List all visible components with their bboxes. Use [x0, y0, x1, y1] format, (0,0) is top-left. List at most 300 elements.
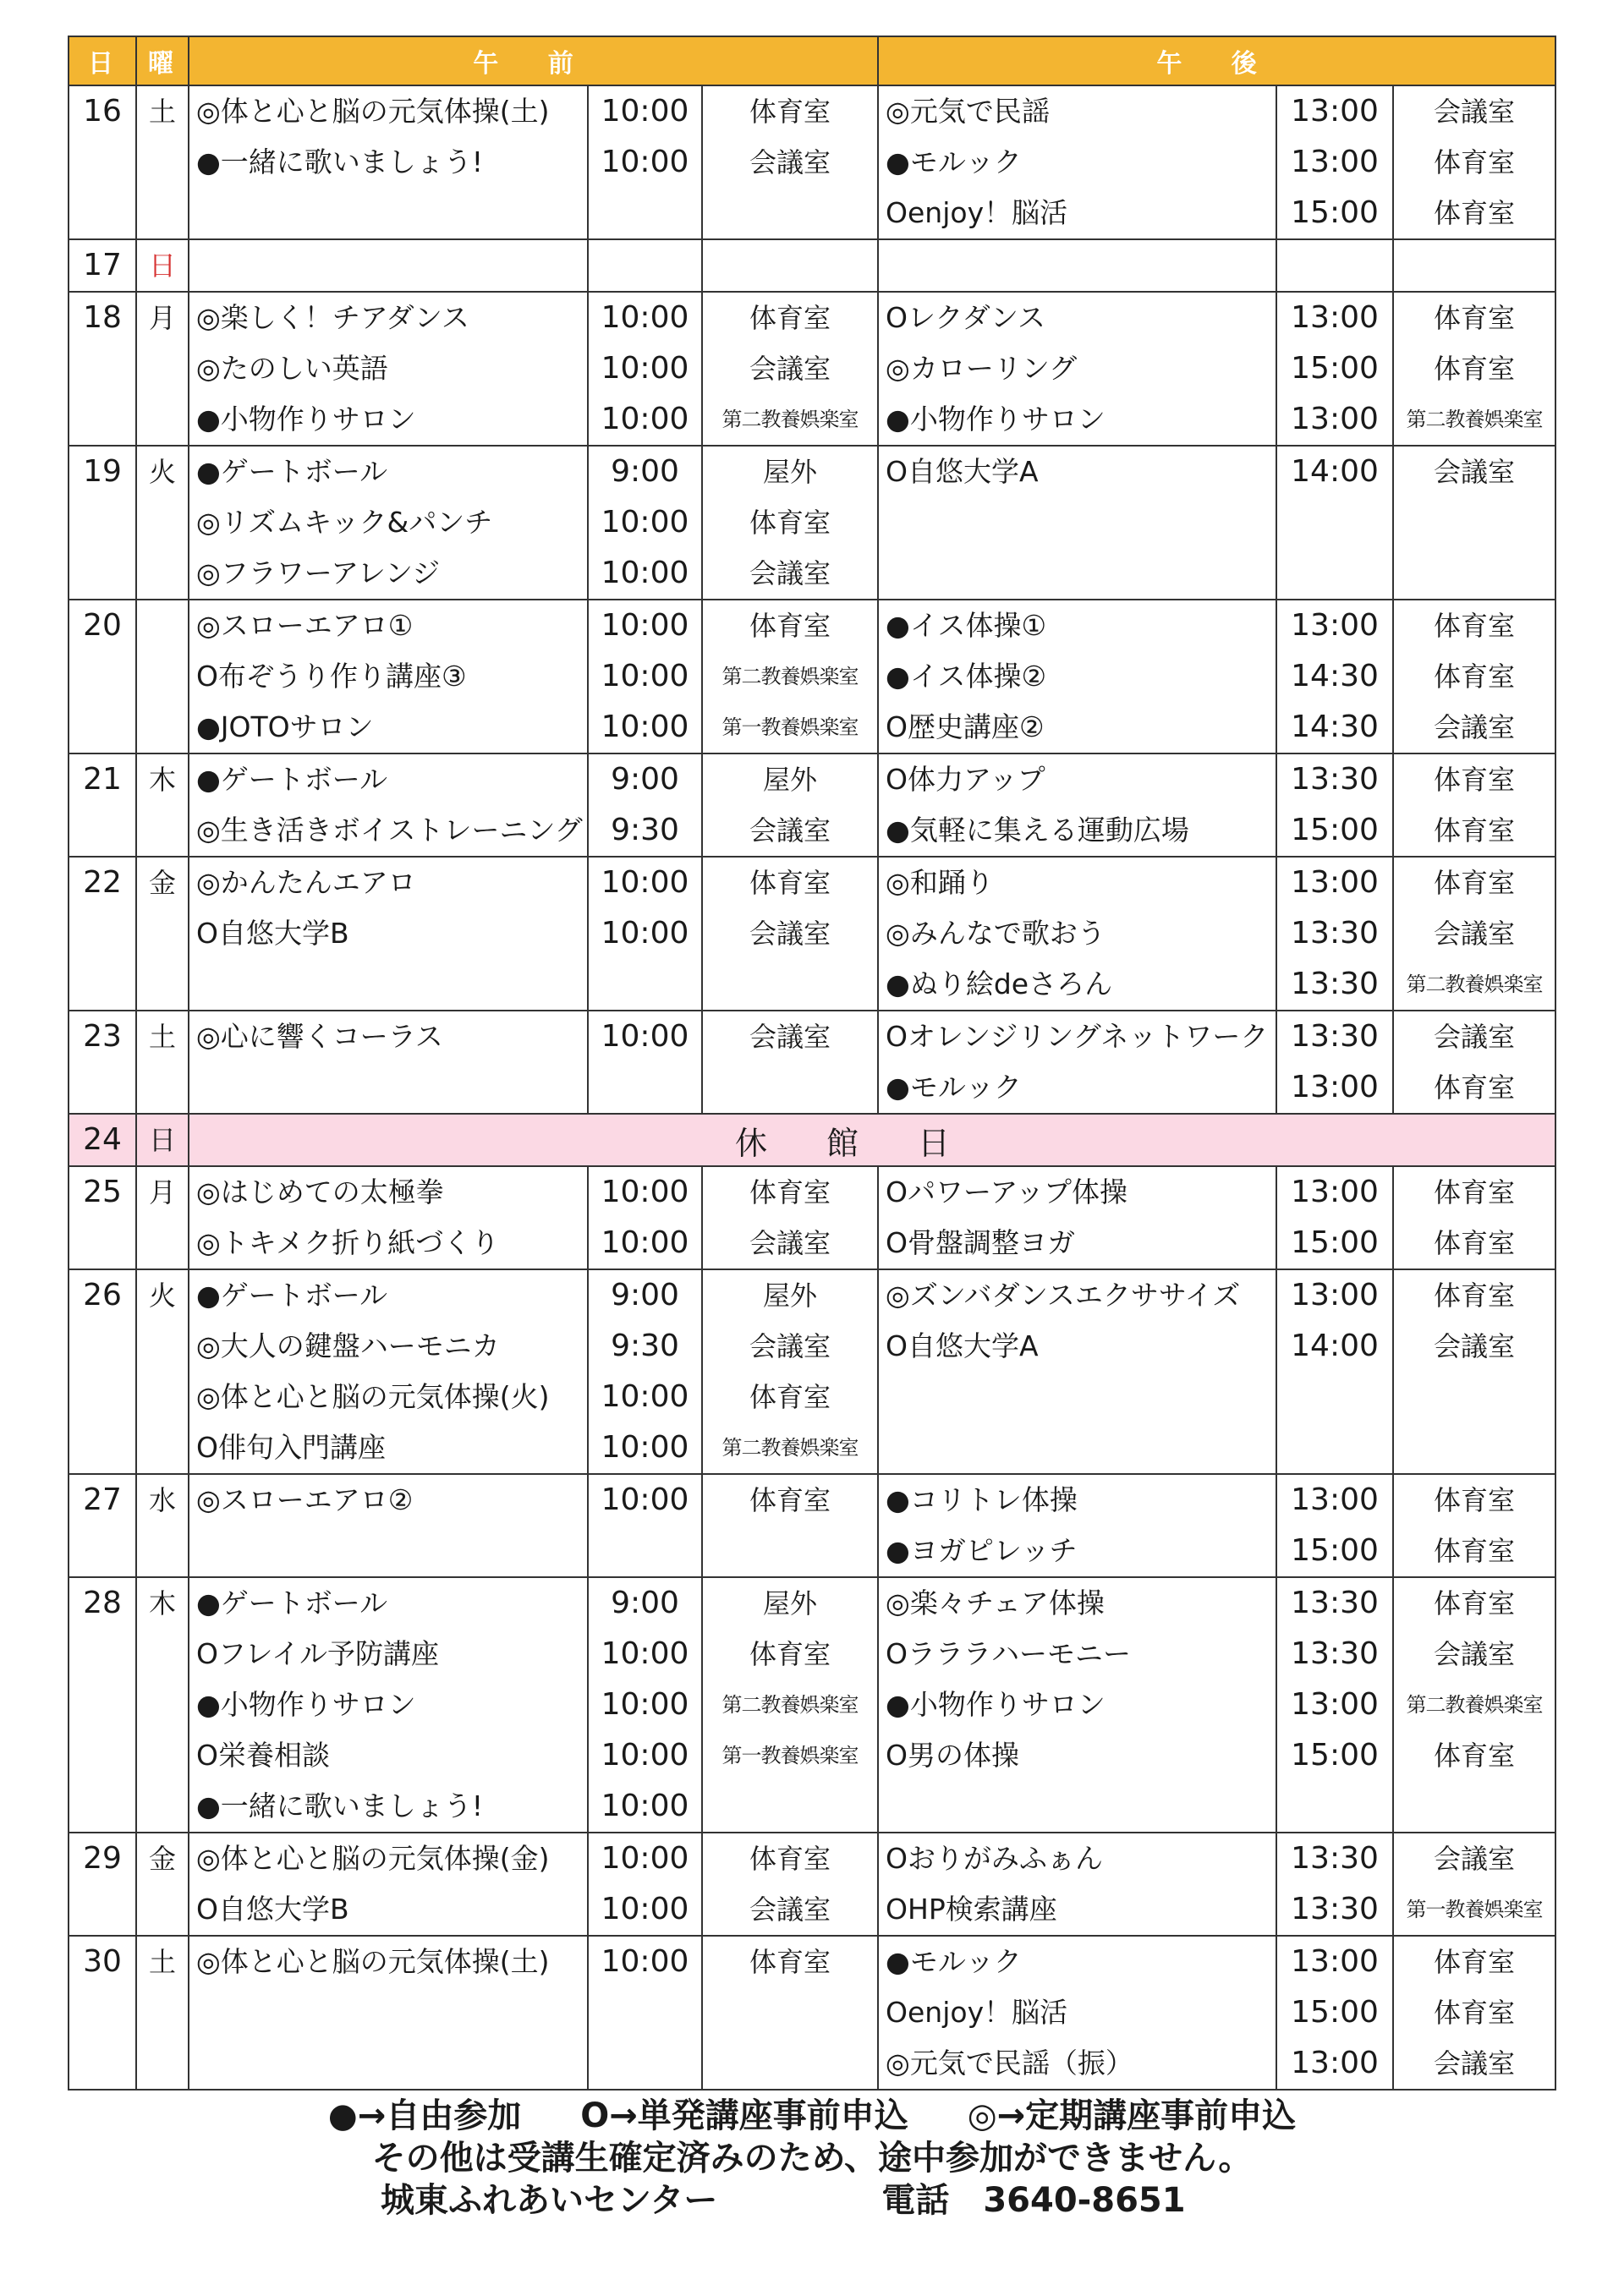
pm-room	[1393, 292, 1555, 446]
pm-class-name	[878, 1011, 1276, 1114]
entry-text: 13:00	[1291, 94, 1379, 129]
entry-text: 金	[148, 1843, 176, 1875]
entry-text: 13:00	[1291, 865, 1379, 900]
entry-text: 会議室	[749, 1330, 831, 1362]
entry-text: 体育室	[749, 1638, 831, 1670]
am-start-time	[588, 1833, 702, 1936]
day-row	[69, 1577, 1555, 1833]
entry-text: Oレクダンス	[886, 301, 1046, 334]
am-room	[702, 753, 878, 857]
entry-text: ●ぬり絵deさろん	[886, 967, 1113, 1000]
day-number	[69, 1577, 136, 1833]
entry-text: 10:00	[601, 300, 689, 335]
entry-text: 15:00	[1291, 1995, 1379, 2030]
pm-class-name	[878, 1577, 1276, 1833]
am-class-name	[189, 1269, 588, 1474]
entry-text: 会議室	[749, 557, 831, 589]
day-number	[69, 600, 136, 753]
entry-text	[703, 1781, 877, 1832]
entry-text: 10:00	[601, 505, 689, 540]
pm-class-name	[878, 857, 1276, 1011]
entry-text: 10:00	[601, 608, 689, 643]
pm-start-time	[1276, 1936, 1393, 2090]
pm-room	[1393, 1936, 1555, 2090]
entry-text: ●ゲートボール	[196, 455, 388, 488]
pm-start-time	[1276, 1833, 1393, 1936]
entry-text: 14:00	[1291, 1329, 1379, 1363]
entry-text: 会議室	[749, 1021, 831, 1053]
entry-text: Oenjoy！脳活	[886, 196, 1068, 229]
am-room	[702, 600, 878, 753]
entry-text: ◎心に響くコーラス	[196, 1020, 443, 1053]
header-weekday: 曜	[136, 36, 189, 85]
entry-text: ◎みんなで歌おう	[886, 917, 1106, 950]
pm-class-name	[878, 1474, 1276, 1577]
entry-text: 月	[148, 302, 176, 334]
am-room	[702, 1577, 878, 1833]
weekday	[136, 600, 189, 753]
entry-text: 13:30	[1291, 1586, 1379, 1620]
header-day: 日	[69, 36, 136, 85]
am-room	[702, 1936, 878, 2090]
entry-text: 10:00	[601, 865, 689, 900]
entry-text: 屋外	[763, 1587, 818, 1619]
day-row	[69, 239, 1555, 292]
pm-start-time	[1276, 1577, 1393, 1833]
weekday	[136, 446, 189, 600]
entry-text: 体育室	[749, 867, 831, 899]
entry-text: 13:30	[1291, 1019, 1379, 1054]
entry-text: 13:30	[1291, 762, 1379, 797]
entry-text: 会議室	[1434, 1021, 1516, 1053]
entry-text: 19	[83, 454, 122, 489]
entry-text: 体育室	[1434, 146, 1516, 178]
entry-text: 9:30	[611, 1329, 679, 1363]
pm-class-name	[878, 1936, 1276, 2090]
day-row	[69, 857, 1555, 1011]
am-class-name	[189, 85, 588, 239]
entry-text: 第二教養娯楽室	[721, 665, 859, 688]
pm-class-name	[878, 1166, 1276, 1269]
entry-text: 10:00	[601, 1379, 689, 1414]
day-row	[69, 753, 1555, 857]
entry-text: Oenjoy！脳活	[886, 1996, 1068, 2029]
entry-text: 27	[83, 1482, 122, 1517]
entry-text: 14:00	[1291, 454, 1379, 489]
entry-text: 9:00	[611, 762, 679, 797]
entry-text: ●モルック	[886, 1945, 1022, 1978]
pm-room	[1393, 600, 1555, 753]
am-start-time	[588, 1269, 702, 1474]
entry-text: Oオレンジリングネットワーク	[886, 1020, 1269, 1053]
pm-room	[1393, 1833, 1555, 1936]
entry-text: 会議室	[749, 353, 831, 385]
entry-text: 13:00	[1291, 402, 1379, 436]
am-class-name	[189, 1577, 588, 1833]
pm-class-name	[878, 753, 1276, 857]
am-room	[702, 1474, 878, 1577]
entry-text: 10:00	[601, 1944, 689, 1979]
pm-start-time	[1276, 446, 1393, 600]
entry-text: 29	[83, 1841, 122, 1876]
weekday	[136, 239, 189, 292]
am-class-name	[189, 600, 588, 753]
entry-text: 会議室	[749, 1227, 831, 1259]
day-number	[69, 1474, 136, 1577]
pm-class-name	[878, 239, 1276, 292]
entry-text: O自悠大学A	[886, 455, 1039, 488]
entry-text: 会議室	[1434, 711, 1516, 743]
entry-text: ●イス体操②	[886, 660, 1047, 693]
pm-start-time	[1276, 292, 1393, 446]
entry-text: 火	[148, 1280, 176, 1312]
pm-start-time	[1276, 1269, 1393, 1474]
weekday	[136, 1577, 189, 1833]
entry-text: 体育室	[1434, 1587, 1516, 1619]
entry-text: 体育室	[1434, 814, 1516, 847]
entry-text: ◎体と心と脳の元気体操(土)	[196, 95, 550, 128]
entry-text: 会議室	[1434, 2047, 1516, 2080]
entry-text: 第二教養娯楽室	[1406, 408, 1543, 431]
entry-text: 10:00	[601, 659, 689, 693]
entry-text: 10:00	[601, 1636, 689, 1671]
entry-text	[137, 600, 188, 651]
entry-text: 9:00	[611, 1586, 679, 1620]
entry-text: 10:00	[601, 1687, 689, 1722]
am-room	[702, 1833, 878, 1936]
day-row	[69, 1011, 1555, 1114]
entry-text: ◎元気で民謡	[886, 95, 1050, 128]
entry-text: ◎フラワーアレンジ	[196, 556, 441, 589]
entry-text: 体育室	[749, 1381, 831, 1413]
entry-text: ●モルック	[886, 145, 1022, 178]
entry-text: 14:30	[1291, 710, 1379, 744]
am-start-time	[588, 600, 702, 753]
am-class-name	[189, 292, 588, 446]
entry-text: 14:30	[1291, 659, 1379, 693]
entry-text: ●ヨガピレッチ	[886, 1534, 1078, 1567]
entry-text: O体力アップ	[886, 763, 1045, 796]
entry-text: 屋外	[763, 764, 818, 796]
entry-text: 体育室	[1434, 197, 1516, 229]
entry-text: ◎リズムキック&パンチ	[196, 506, 493, 539]
entry-text: 15:00	[1291, 195, 1379, 230]
weekday	[136, 85, 189, 239]
entry-text: 火	[148, 456, 176, 488]
entry-text: 10:00	[601, 1789, 689, 1823]
entry-text: 13:00	[1291, 1175, 1379, 1209]
entry-text: 13:30	[1291, 1892, 1379, 1926]
entry-text: O自悠大学A	[886, 1329, 1039, 1362]
closed-day-label: 休館日	[189, 1114, 1555, 1166]
legend-single: O→単発講座事前申込	[580, 2096, 908, 2135]
am-room	[702, 1166, 878, 1269]
day-row	[69, 1833, 1555, 1936]
entry-text: O俳句入門講座	[196, 1431, 386, 1464]
day-row	[69, 1936, 1555, 2090]
entry-text: 10:00	[601, 402, 689, 436]
day-number	[69, 1833, 136, 1936]
entry-text: 第一教養娯楽室	[721, 715, 859, 739]
am-start-time	[588, 1166, 702, 1269]
entry-text: ●コリトレ体操	[886, 1483, 1078, 1516]
entry-text: 13:00	[1291, 1278, 1379, 1312]
entry-text: 会議室	[749, 1893, 831, 1926]
entry-text: ●ゲートボール	[196, 1586, 388, 1619]
entry-text: 体育室	[1434, 867, 1516, 899]
weekday	[136, 292, 189, 446]
entry-text: 10:00	[601, 1430, 689, 1465]
entry-text: ◎生き活きボイストレーニング	[196, 814, 583, 847]
entry-text: 体育室	[1434, 1280, 1516, 1312]
am-class-name	[189, 1936, 588, 2090]
entry-text: 会議室	[1434, 96, 1516, 128]
entry-text: O自悠大学B	[196, 1893, 349, 1926]
weekday	[136, 1114, 189, 1166]
entry-text: Oおりがみふぁん	[886, 1842, 1104, 1875]
day-number	[69, 753, 136, 857]
entry-text: ●一緒に歌いましょう!	[196, 145, 484, 178]
entry-text: ●気軽に集える運動広場	[886, 814, 1189, 847]
phone-number: 電話 3640-8651	[881, 2181, 1186, 2220]
entry-text: Oラララハーモニー	[886, 1637, 1132, 1670]
entry-text: 体育室	[749, 507, 831, 539]
am-room	[702, 239, 878, 292]
entry-text: 10:00	[601, 710, 689, 744]
entry-text: 10:00	[601, 1225, 689, 1260]
entry-text: 体育室	[1434, 1176, 1516, 1208]
entry-text: O布ぞうり作り講座③	[196, 660, 467, 693]
entry-text: 17	[83, 248, 122, 282]
entry-text: 9:00	[611, 454, 679, 489]
am-start-time	[588, 1936, 702, 2090]
am-start-time	[588, 1474, 702, 1577]
entry-text: ●ゲートボール	[196, 763, 388, 796]
entry-text: 体育室	[749, 1484, 831, 1516]
weekday	[136, 1936, 189, 2090]
entry-text: 第二教養娯楽室	[721, 1693, 859, 1717]
entry-text: ◎スローエアロ②	[196, 1483, 414, 1516]
pm-room	[1393, 753, 1555, 857]
center-name: 城東ふれあいセンター	[381, 2181, 718, 2220]
entry-text: ●一緒に歌いましょう!	[196, 1789, 484, 1822]
entry-text: 15:00	[1291, 1738, 1379, 1773]
pm-class-name	[878, 600, 1276, 753]
entry-text: 体育室	[749, 1176, 831, 1208]
am-class-name	[189, 446, 588, 600]
entry-text: 金	[148, 867, 176, 899]
entry-text: ◎かんたんエアロ	[196, 866, 416, 899]
entry-text: ◎楽しく！チアダンス	[196, 301, 469, 334]
entry-text: 会議室	[749, 146, 831, 178]
entry-text: O骨盤調整ヨガ	[886, 1226, 1076, 1259]
entry-text: ●小物作りサロン	[886, 403, 1106, 436]
entry-text: ●JOTOサロン	[196, 710, 374, 743]
entry-text: 体育室	[749, 96, 831, 128]
entry-text: 13:00	[1291, 1944, 1379, 1979]
pm-start-time	[1276, 857, 1393, 1011]
pm-room	[1393, 1474, 1555, 1577]
entry-text: ●モルック	[886, 1071, 1022, 1104]
entry-text: 9:00	[611, 1278, 679, 1312]
entry-text: 16	[83, 94, 122, 129]
entry-text: 会議室	[749, 814, 831, 847]
entry-text: ◎体と心と脳の元気体操(金)	[196, 1842, 550, 1875]
entry-text: 10:00	[601, 1175, 689, 1209]
entry-text: 10:00	[601, 556, 689, 590]
entry-text: 体育室	[1434, 660, 1516, 693]
entry-text: ●小物作りサロン	[196, 403, 416, 436]
day-number	[69, 292, 136, 446]
entry-text: O栄養相談	[196, 1739, 330, 1772]
header-row	[69, 36, 1555, 85]
am-start-time	[588, 1577, 702, 1833]
entry-text: 体育室	[749, 1946, 831, 1978]
pm-start-time	[1276, 239, 1393, 292]
entry-text: 土	[148, 1946, 176, 1978]
entry-text: 13:00	[1291, 608, 1379, 643]
entry-text: 日	[148, 1124, 176, 1156]
entry-text: 土	[148, 96, 176, 128]
entry-text: 13:00	[1291, 145, 1379, 179]
entry-text: 30	[83, 1944, 122, 1979]
pm-start-time	[1276, 1166, 1393, 1269]
day-number	[69, 1936, 136, 2090]
pm-start-time	[1276, 600, 1393, 753]
day-number	[69, 1114, 136, 1166]
entry-text: 体育室	[1434, 1946, 1516, 1978]
weekday	[136, 1269, 189, 1474]
entry-text: 屋外	[763, 456, 818, 488]
am-class-name	[189, 239, 588, 292]
entry-text: ●小物作りサロン	[196, 1688, 416, 1721]
pm-start-time	[1276, 1474, 1393, 1577]
entry-text: 13:00	[1291, 1482, 1379, 1517]
entry-text: 木	[148, 1587, 176, 1619]
legend-free: ●→自由参加	[327, 2096, 522, 2135]
entry-text: 会議室	[1434, 1330, 1516, 1362]
entry-text: 10:00	[601, 916, 689, 951]
day-number	[69, 857, 136, 1011]
am-class-name	[189, 1474, 588, 1577]
entry-text: Oパワーアップ体操	[886, 1175, 1128, 1208]
weekday	[136, 1011, 189, 1114]
am-room	[702, 85, 878, 239]
entry-text: 会議室	[749, 918, 831, 950]
entry-text: 体育室	[1434, 1484, 1516, 1516]
legend-note: その他は受講生確定済みのため、途中参加ができません。	[371, 2139, 1253, 2178]
entry-text: 月	[148, 1176, 176, 1208]
entry-text: 第一教養娯楽室	[721, 1744, 859, 1767]
entry-text: ◎スローエアロ①	[196, 609, 414, 642]
entry-text: 13:00	[1291, 1687, 1379, 1722]
entry-text: 25	[83, 1175, 122, 1209]
day-row	[69, 1166, 1555, 1269]
entry-text: 10:00	[601, 94, 689, 129]
entry-text: ◎たのしい英語	[196, 352, 388, 385]
entry-text: 22	[83, 865, 122, 900]
day-number	[69, 1269, 136, 1474]
weekday	[136, 753, 189, 857]
entry-text: 18	[83, 300, 122, 335]
pm-room	[1393, 1166, 1555, 1269]
day-row	[69, 446, 1555, 600]
pm-room	[1393, 1577, 1555, 1833]
entry-text: ◎カローリング	[886, 352, 1078, 385]
entry-text: 15:00	[1291, 813, 1379, 847]
entry-text: 体育室	[1434, 1997, 1516, 2029]
schedule-table	[68, 36, 1556, 2091]
pm-class-name	[878, 1833, 1276, 1936]
am-start-time	[588, 1011, 702, 1114]
entry-text: 水	[148, 1484, 176, 1516]
entry-text: 会議室	[1434, 918, 1516, 950]
entry-text: 13:30	[1291, 967, 1379, 1001]
am-room	[702, 857, 878, 1011]
pm-class-name	[878, 1269, 1276, 1474]
entry-text: OHP検索講座	[886, 1893, 1057, 1926]
entry-text: 10:00	[601, 351, 689, 386]
entry-text: 9:30	[611, 813, 679, 847]
entry-text: 第二教養娯楽室	[721, 1436, 859, 1460]
entry-text: 20	[83, 608, 122, 643]
entry-text: ◎和踊り	[886, 866, 994, 899]
weekday	[136, 1166, 189, 1269]
pm-start-time	[1276, 85, 1393, 239]
entry-text: 第二教養娯楽室	[1406, 973, 1543, 996]
entry-text: 26	[83, 1278, 122, 1312]
pm-room	[1393, 1011, 1555, 1114]
day-number	[69, 1166, 136, 1269]
am-start-time	[588, 239, 702, 292]
entry-text: 体育室	[1434, 764, 1516, 796]
day-row	[69, 1474, 1555, 1577]
day-number	[69, 1011, 136, 1114]
entry-text: 屋外	[763, 1280, 818, 1312]
entry-text: 24	[83, 1122, 122, 1157]
am-class-name	[189, 1166, 588, 1269]
entry-text: 13:30	[1291, 916, 1379, 951]
pm-start-time	[1276, 753, 1393, 857]
entry-text: Oフレイル予防講座	[196, 1637, 440, 1670]
entry-text: 10:00	[601, 1841, 689, 1876]
day-row	[69, 1269, 1555, 1474]
entry-text: 第一教養娯楽室	[1406, 1898, 1543, 1921]
entry-text: 15:00	[1291, 1533, 1379, 1568]
entry-text: 21	[83, 762, 122, 797]
am-class-name	[189, 753, 588, 857]
day-row	[69, 292, 1555, 446]
am-room	[702, 292, 878, 446]
entry-text: 体育室	[749, 610, 831, 642]
day-number	[69, 239, 136, 292]
entry-text: ◎体と心と脳の元気体操(土)	[196, 1945, 550, 1978]
entry-text: 会議室	[1434, 1638, 1516, 1670]
am-room	[702, 446, 878, 600]
pm-room	[1393, 446, 1555, 600]
am-class-name	[189, 1833, 588, 1936]
entry-text: 木	[148, 764, 176, 796]
weekday	[136, 1833, 189, 1936]
am-start-time	[588, 753, 702, 857]
entry-text: 13:30	[1291, 1841, 1379, 1876]
am-room	[702, 1011, 878, 1114]
entry-text: ◎大人の鍵盤ハーモニカ	[196, 1329, 500, 1362]
entry-text: 体育室	[749, 1843, 831, 1875]
entry-text: ●小物作りサロン	[886, 1688, 1106, 1721]
entry-text: O男の体操	[886, 1739, 1020, 1772]
entry-text: 会議室	[1434, 456, 1516, 488]
